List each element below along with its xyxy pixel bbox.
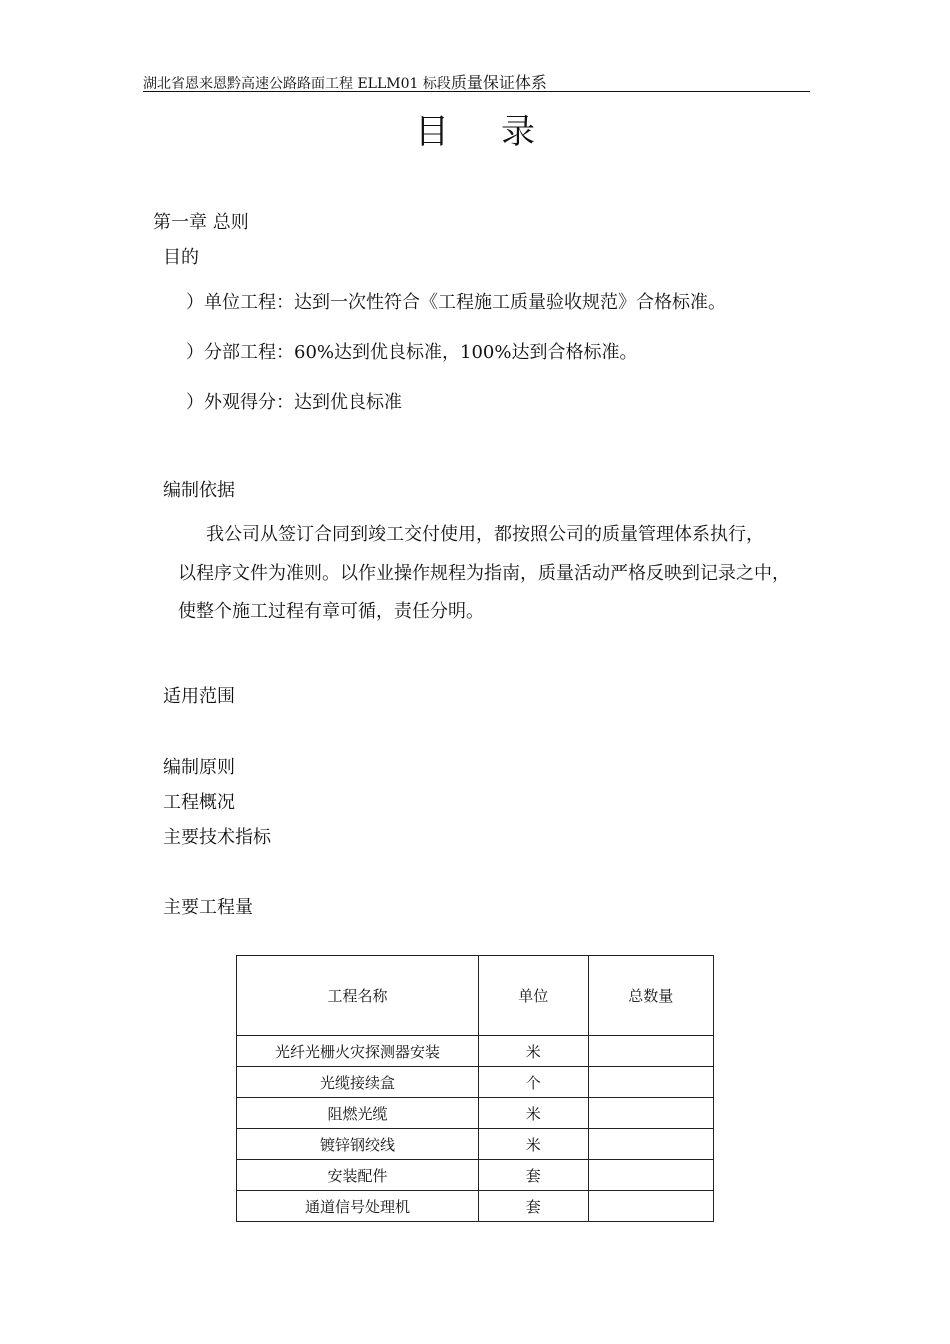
basis-paragraph-line: 使整个施工过程有章可循，责任分明。 (178, 601, 484, 622)
purpose-item: ）外观得分：达到优良标准 (186, 392, 402, 413)
table-header-row (237, 956, 714, 1036)
cell-total (588, 1191, 714, 1222)
table-row (237, 1191, 714, 1222)
section-heading-purpose: 目的 (163, 247, 199, 268)
cell-total (588, 1160, 714, 1191)
section-heading-basis: 编制依据 (163, 480, 235, 501)
cell-name: 通道信号处理机 (237, 1191, 479, 1222)
column-header-unit: 单位 (478, 956, 588, 1036)
page-header (143, 70, 547, 93)
table-row (237, 1067, 714, 1098)
page-title: 目录 (415, 112, 587, 152)
cell-unit: 米 (478, 1129, 588, 1160)
cell-unit: 套 (478, 1160, 588, 1191)
section-heading-overview: 工程概况 (163, 792, 235, 813)
cell-unit: 米 (478, 1098, 588, 1129)
cell-unit: 米 (478, 1036, 588, 1067)
section-heading-quantities: 主要工程量 (163, 897, 253, 918)
cell-name: 光纤光栅火灾探测器安装 (237, 1036, 479, 1067)
basis-paragraph-line: 以程序文件为准则。以作业操作规程为指南，质量活动严格反映到记录之中， (178, 563, 790, 584)
purpose-item: ）分部工程：60%达到优良标准，100%达到合格标准。 (186, 342, 638, 363)
cell-unit: 套 (478, 1191, 588, 1222)
cell-name: 光缆接续盒 (237, 1067, 479, 1098)
header-rule (143, 91, 810, 92)
quantities-table (236, 955, 714, 1222)
section-heading-scope: 适用范围 (163, 686, 235, 707)
header-doc-title: 质量保证体系 (450, 73, 547, 92)
column-header-total: 总数量 (588, 956, 714, 1036)
cell-name: 阻燃光缆 (237, 1098, 479, 1129)
purpose-item: ）单位工程：达到一次性符合《工程施工质量验收规范》合格标准。 (186, 292, 726, 313)
section-heading-principle: 编制原则 (163, 757, 235, 778)
cell-total (588, 1098, 714, 1129)
cell-name: 镀锌钢绞线 (237, 1129, 479, 1160)
table-row (237, 1036, 714, 1067)
cell-total (588, 1036, 714, 1067)
table-row (237, 1129, 714, 1160)
cell-name: 安装配件 (237, 1160, 479, 1191)
chapter-heading: 第一章 总则 (153, 212, 249, 233)
section-heading-indicators: 主要技术指标 (163, 827, 271, 848)
basis-paragraph-line: 我公司从签订合同到竣工交付使用，都按照公司的质量管理体系执行， (206, 524, 764, 545)
column-header-name: 工程名称 (237, 956, 479, 1036)
table-row (237, 1160, 714, 1191)
cell-total (588, 1067, 714, 1098)
cell-total (588, 1129, 714, 1160)
cell-unit: 个 (478, 1067, 588, 1098)
table-row (237, 1098, 714, 1129)
header-project: 湖北省恩来恩黔高速公路路面工程 ELLM01 标段 (143, 76, 451, 92)
